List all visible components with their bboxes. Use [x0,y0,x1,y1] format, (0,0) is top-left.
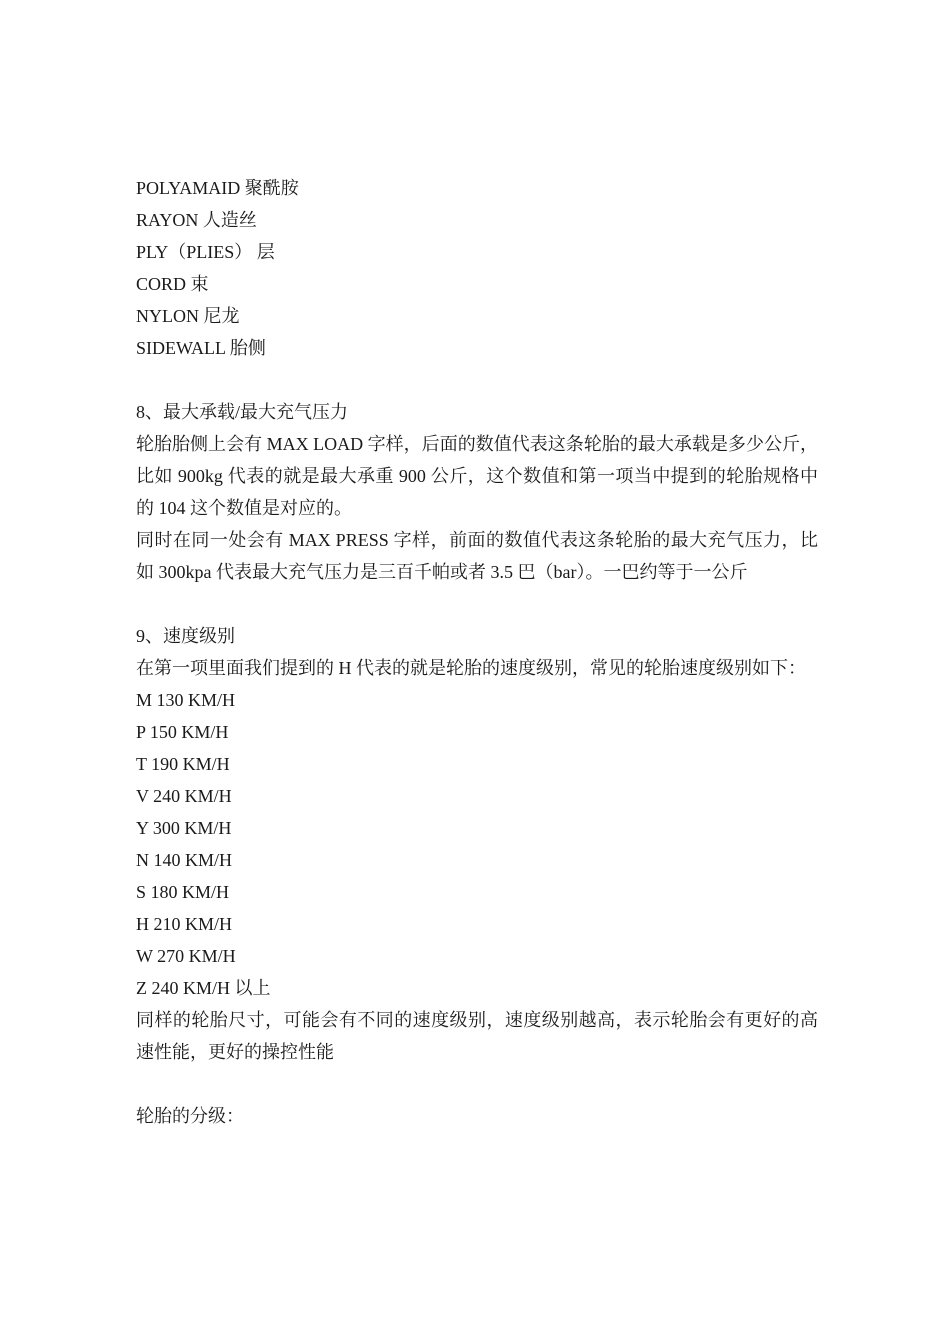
speed-rating-list [136,684,818,1004]
paragraph-speed-closing: 同样的轮胎尺寸，可能会有不同的速度级别，速度级别越高，表示轮胎会有更好的高速性能，更好的操控性能 [136,1010,818,1062]
section-heading-tire-grading: 轮胎的分级： [136,1106,244,1126]
section-heading: 8、最大承载/最大充气压力 [136,402,348,422]
paragraph-speed-intro: 在第一项里面我们提到的 H 代表的就是轮胎的速度级别，常见的轮胎速度级别如下： [136,658,806,678]
speed-rating-item: Y 300 KM/H [136,818,232,838]
speed-rating-item: H 210 KM/H [136,914,233,934]
spacer [136,364,818,396]
glossary-item: PLY（PLIES） 层 [136,242,275,262]
speed-rating-item: N 140 KM/H [136,850,233,870]
section-heading: 9、速度级别 [136,626,235,646]
document-body [136,172,818,1132]
speed-rating-item: S 180 KM/H [136,882,230,902]
speed-rating-item: V 240 KM/H [136,786,232,806]
section-speed-rating [136,620,818,1068]
speed-rating-item: W 270 KM/H [136,946,236,966]
spacer [136,1068,818,1100]
speed-rating-item: P 150 KM/H [136,722,229,742]
spacer [136,588,818,620]
glossary-item: NYLON 尼龙 [136,306,240,326]
glossary-item: SIDEWALL 胎侧 [136,338,266,358]
speed-rating-item: M 130 KM/H [136,690,236,710]
glossary-item: RAYON 人造丝 [136,210,257,230]
paragraph-max-press: 同时在同一处会有 MAX PRESS 字样，前面的数值代表这条轮胎的最大充气压力，比如 300kpa 代表最大充气压力是三百千帕或者 3.5 巴（bar）。一巴约等于一公斤 [136,530,818,582]
speed-rating-item: Z 240 KM/H 以上 [136,978,271,998]
glossary-item: POLYAMAID 聚酰胺 [136,178,299,198]
paragraph-max-load: 轮胎胎侧上会有 MAX LOAD 字样，后面的数值代表这条轮胎的最大承载是多少公斤，比如 900kg 代表的就是最大承重 900 公斤，这个数值和第一项当中提到的轮胎规格中的 104 这个数值是对应的。 [136,434,818,518]
speed-rating-item: T 190 KM/H [136,754,230,774]
glossary-item: CORD 束 [136,274,209,294]
section-max-load [136,396,818,588]
glossary-list [136,172,818,364]
